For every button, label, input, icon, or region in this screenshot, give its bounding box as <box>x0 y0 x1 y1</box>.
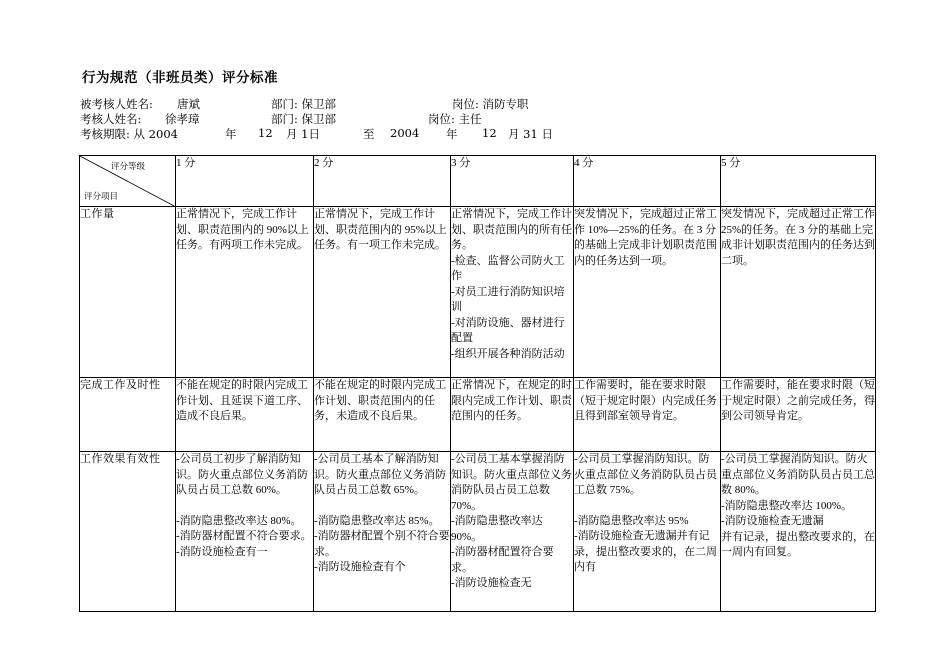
cell-text: 工作需要时，能在要求时限（短于规定时限）内完成任务且得到部室领导肯定。 <box>574 379 717 422</box>
assessor-name-label: 考核人姓名: <box>80 112 142 126</box>
effectiveness-score-5 <box>721 452 876 612</box>
row-label-timeliness: 完成工作及时性 <box>80 378 176 452</box>
row-timeliness <box>80 378 876 452</box>
cell-gap <box>176 499 313 514</box>
cell-text: -公司员工基本掌握消防知识。防火重点部位义务消防队员占员工总数 70%。 <box>451 453 572 512</box>
assessee-dept: 部门: 保卫部 <box>271 97 337 111</box>
assessor-name: 徐孝璋 <box>165 112 200 126</box>
grade-header-4: 4 分 <box>574 156 721 207</box>
period-year-unit-2: 年 <box>446 127 458 141</box>
effectiveness-score-1 <box>176 452 314 612</box>
row-label-effectiveness: 工作效果有效性 <box>80 452 176 612</box>
cell-text: 正常情况下，完成工作计划、职责范围内的 90%以上任务。有两项工作未完成。 <box>176 208 309 251</box>
timeliness-score-5 <box>721 378 876 452</box>
cell-text: -公司员工掌握消防知识。防火重点部位义务消防队员占员工总数 75%。 <box>574 453 717 496</box>
cell-text: -消防设施检查有个 <box>314 561 406 573</box>
cell-text: -消防设施检查无遗漏 <box>721 515 824 527</box>
cell-text: -组织开展各种消防活动 <box>451 347 565 360</box>
assessor-post: 岗位: 主任 <box>428 112 482 126</box>
workload-score-1 <box>176 207 314 378</box>
cell-text: -公司员工掌握消防知识。防火重点部位义务消防队员占员工总数 80%。 <box>721 453 875 496</box>
period-month-1: 12 <box>258 126 273 140</box>
cell-text: -公司员工基本了解消防知识。防火重点部位义务消防队员占员工总数 65%。 <box>314 453 446 496</box>
grade-header-3: 3 分 <box>451 156 574 207</box>
scoring-table <box>79 155 876 612</box>
timeliness-score-1 <box>176 378 314 452</box>
grade-header-5: 5 分 <box>721 156 876 207</box>
cell-gap <box>574 499 720 514</box>
corner-label-item: 评分项目 <box>84 190 119 201</box>
cell-text: -消防隐患整改率达 90%。 <box>451 515 543 543</box>
cell-text: 突发情况下，完成超过正常工作 10%—25%的任务。在 3 分的基础上完成非计划职责范围内的任务达到一项。 <box>574 208 717 267</box>
cell-text: -消防设施检查无遗漏并有记录，提出整改要求的，在二周内有 <box>574 530 717 573</box>
grade-header-1: 1 分 <box>176 156 314 207</box>
timeliness-score-2 <box>314 378 451 452</box>
effectiveness-score-2 <box>314 452 451 612</box>
cell-text: -消防器材配置个别不符合要求。 <box>314 530 450 558</box>
cell-text: -检查、监督公司防火工作 <box>451 254 565 282</box>
cell-text: -消防器材配置不符合要求。 <box>176 530 312 542</box>
row-effectiveness <box>80 452 876 612</box>
cell-text: 正常情况下，完成工作计划、职责范围内的 95%以上任务。有一项工作未完成。 <box>314 208 447 251</box>
timeliness-score-3 <box>451 378 574 452</box>
grade-header-2: 2 分 <box>314 156 451 207</box>
cell-text: -对员工进行消防知识培训 <box>451 285 565 313</box>
workload-score-5 <box>721 207 876 378</box>
corner-label-grade: 评分等级 <box>110 161 145 171</box>
workload-score-3 <box>451 207 574 378</box>
cell-text: 正常情况下，完成工作计划、职责范围内的所有任务。 <box>451 208 572 251</box>
period-day-2: 月 31 日 <box>508 127 553 141</box>
period-month-2: 12 <box>482 126 497 140</box>
cell-gap <box>314 499 450 514</box>
document-title: 行为规范（非班员类）评分标准 <box>82 70 278 86</box>
cell-text: 不能在规定的时限内完成工作计划、且延误下道工序、造成不良后果。 <box>176 379 308 422</box>
workload-score-4 <box>574 207 721 378</box>
cell-text: 并有记录，提出整改要求的，在一周内有回复。 <box>721 530 875 558</box>
timeliness-score-4 <box>574 378 721 452</box>
cell-text: -消防设施检查无 <box>451 577 532 589</box>
cell-text: -消防器材配置符合要求。 <box>451 546 554 574</box>
effectiveness-score-3 <box>451 452 574 612</box>
cell-text: -消防隐患整改率达 85%。 <box>314 514 440 527</box>
cell-text: -消防设施检查有一 <box>176 545 268 558</box>
row-workload <box>80 207 876 378</box>
cell-text: 突发情况下，完成超过正常工作 25%的任务。在 3 分的基础上完成非计划职责范围内的任务达到二项。 <box>721 208 875 267</box>
period-year-unit-1: 年 <box>225 127 237 141</box>
header-row <box>80 156 876 207</box>
period-label: 考核期限: 从 2004 <box>80 127 178 141</box>
cell-text: -消防隐患整改率达 80%。 <box>176 514 302 527</box>
assessee-post: 岗位: 消防专职 <box>452 97 529 111</box>
assessee-name: 唐斌 <box>177 97 200 111</box>
cell-text: 工作需要时，能在要求时限（短于规定时限）之前完成任务，得到公司领导肯定。 <box>721 379 875 422</box>
corner-cell <box>80 156 176 207</box>
cell-text: 正常情况下，在规定的时限内完成工作计划、职责范围内的任务。 <box>451 379 572 422</box>
cell-text: -消防隐患整改率达 95% <box>574 514 689 527</box>
row-label-workload: 工作量 <box>80 207 176 378</box>
cell-text: -消防隐患整改率达 100%。 <box>721 499 853 512</box>
period-year-2: 2004 <box>390 126 420 140</box>
cell-text: -公司员工初步了解消防知识。防火重点部位义务消防队员占员工总数 60%。 <box>176 453 308 496</box>
cell-text: -对消防设施、器材进行配置 <box>451 316 565 344</box>
assessee-name-label: 被考核人姓名: <box>80 97 153 111</box>
period-to: 至 <box>363 127 375 141</box>
effectiveness-score-4 <box>574 452 721 612</box>
period-day-1: 月 1日 <box>286 127 320 141</box>
workload-score-2 <box>314 207 451 378</box>
assessor-dept: 部门: 保卫部 <box>271 112 337 126</box>
cell-text: 不能在规定的时限内完成工作计划、职责范围内的任务，未造成不良后果。 <box>314 379 446 422</box>
